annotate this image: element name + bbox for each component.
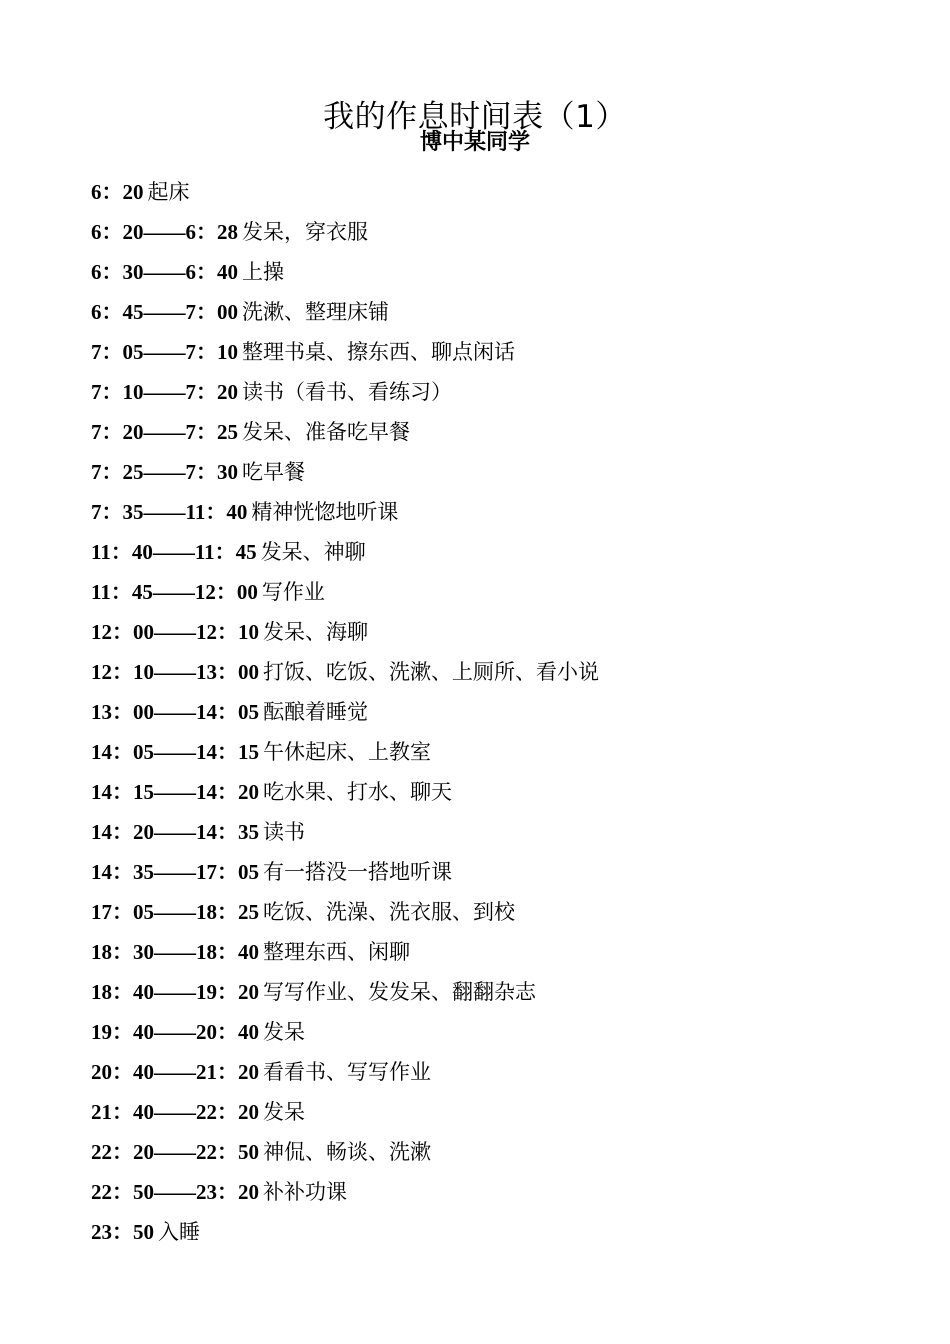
entry-time: 7：05——7：10 bbox=[91, 340, 238, 364]
entry-activity: 整理东西、闲聊 bbox=[263, 940, 410, 964]
entry-time: 7：35——11：40 bbox=[91, 500, 248, 524]
entry-activity: 吃水果、打水、聊天 bbox=[263, 780, 452, 804]
entry-time: 11：40——11：45 bbox=[91, 540, 257, 564]
list-item bbox=[91, 772, 911, 812]
list-item bbox=[91, 412, 911, 452]
entry-time: 22：20——22：50 bbox=[91, 1140, 259, 1164]
entry-time: 7：25——7：30 bbox=[91, 460, 238, 484]
entry-time: 14：35——17：05 bbox=[91, 860, 259, 884]
entry-time: 11：45——12：00 bbox=[91, 580, 258, 604]
list-item bbox=[91, 452, 911, 492]
entry-activity: 发呆，穿衣服 bbox=[242, 220, 368, 244]
entry-activity: 写写作业、发发呆、翻翻杂志 bbox=[263, 980, 536, 1004]
list-item bbox=[91, 572, 911, 612]
list-item bbox=[91, 1172, 911, 1212]
entry-activity: 写作业 bbox=[261, 580, 325, 604]
entry-activity: 发呆、准备吃早餐 bbox=[242, 420, 410, 444]
author-name: 博中某同学 bbox=[419, 130, 530, 155]
entry-time: 19：40——20：40 bbox=[91, 1020, 259, 1044]
list-item bbox=[91, 1212, 911, 1252]
entry-activity: 发呆、神聊 bbox=[260, 540, 366, 564]
entry-time: 13：00——14：05 bbox=[91, 700, 259, 724]
page-title: 我的作息时间表（1） bbox=[323, 98, 627, 135]
list-item bbox=[91, 692, 911, 732]
entry-activity: 补补功课 bbox=[263, 1180, 347, 1204]
entry-time: 6：30——6：40 bbox=[91, 260, 238, 284]
entry-activity: 发呆、海聊 bbox=[263, 620, 368, 644]
entry-activity: 洗漱、整理床铺 bbox=[242, 300, 389, 324]
list-item bbox=[91, 252, 911, 292]
entry-time: 20：40——21：20 bbox=[91, 1060, 259, 1084]
list-item bbox=[91, 1132, 911, 1172]
list-item bbox=[91, 732, 911, 772]
list-item bbox=[91, 1052, 911, 1092]
list-item bbox=[91, 372, 911, 412]
list-item bbox=[91, 532, 911, 572]
entry-time: 6：20 bbox=[91, 180, 144, 204]
entry-activity: 神侃、畅谈、洗漱 bbox=[263, 1140, 431, 1164]
list-item bbox=[91, 972, 911, 1012]
entry-activity: 有一搭没一搭地听课 bbox=[263, 860, 452, 884]
entry-activity: 午休起床、上教室 bbox=[263, 740, 431, 764]
list-item bbox=[91, 932, 911, 972]
entry-activity: 精神恍惚地听课 bbox=[251, 500, 399, 524]
list-item bbox=[91, 1092, 911, 1132]
entry-activity: 整理书桌、擦东西、聊点闲话 bbox=[242, 340, 515, 364]
entry-activity: 发呆 bbox=[263, 1100, 305, 1124]
entry-activity: 酝酿着睡觉 bbox=[263, 700, 368, 724]
list-item bbox=[91, 812, 911, 852]
entry-activity: 打饭、吃饭、洗漱、上厕所、看小说 bbox=[263, 660, 599, 684]
entry-time: 23：50 bbox=[91, 1220, 154, 1244]
entry-time: 14：20——14：35 bbox=[91, 820, 259, 844]
entry-activity: 读书 bbox=[263, 820, 305, 844]
entry-time: 21：40——22：20 bbox=[91, 1100, 259, 1124]
entry-time: 7：20——7：25 bbox=[91, 420, 238, 444]
entry-time: 12：10——13：00 bbox=[91, 660, 259, 684]
entry-time: 14：15——14：20 bbox=[91, 780, 259, 804]
schedule-list bbox=[91, 172, 911, 1252]
entry-activity: 发呆 bbox=[263, 1020, 305, 1044]
list-item bbox=[91, 212, 911, 252]
entry-activity: 读书（看书、看练习） bbox=[242, 380, 452, 404]
entry-time: 22：50——23：20 bbox=[91, 1180, 259, 1204]
entry-activity: 上操 bbox=[242, 260, 284, 284]
entry-activity: 看看书、写写作业 bbox=[263, 1060, 431, 1084]
entry-time: 18：40——19：20 bbox=[91, 980, 259, 1004]
list-item bbox=[91, 292, 911, 332]
entry-time: 14：05——14：15 bbox=[91, 740, 259, 764]
entry-time: 6：45——7：00 bbox=[91, 300, 238, 324]
entry-time: 17：05——18：25 bbox=[91, 900, 259, 924]
list-item bbox=[91, 492, 911, 532]
entry-activity: 吃早餐 bbox=[242, 460, 305, 484]
list-item bbox=[91, 172, 911, 212]
entry-activity: 起床 bbox=[147, 180, 190, 204]
entry-activity: 吃饭、洗澡、洗衣服、到校 bbox=[263, 900, 515, 924]
entry-time: 12：00——12：10 bbox=[91, 620, 259, 644]
list-item bbox=[91, 612, 911, 652]
list-item bbox=[91, 332, 911, 372]
list-item bbox=[91, 1012, 911, 1052]
entry-time: 18：30——18：40 bbox=[91, 940, 259, 964]
entry-activity: 入睡 bbox=[158, 1220, 200, 1244]
entry-time: 7：10——7：20 bbox=[91, 380, 238, 404]
list-item bbox=[91, 892, 911, 932]
entry-time: 6：20——6：28 bbox=[91, 220, 238, 244]
list-item bbox=[91, 652, 911, 692]
list-item bbox=[91, 852, 911, 892]
